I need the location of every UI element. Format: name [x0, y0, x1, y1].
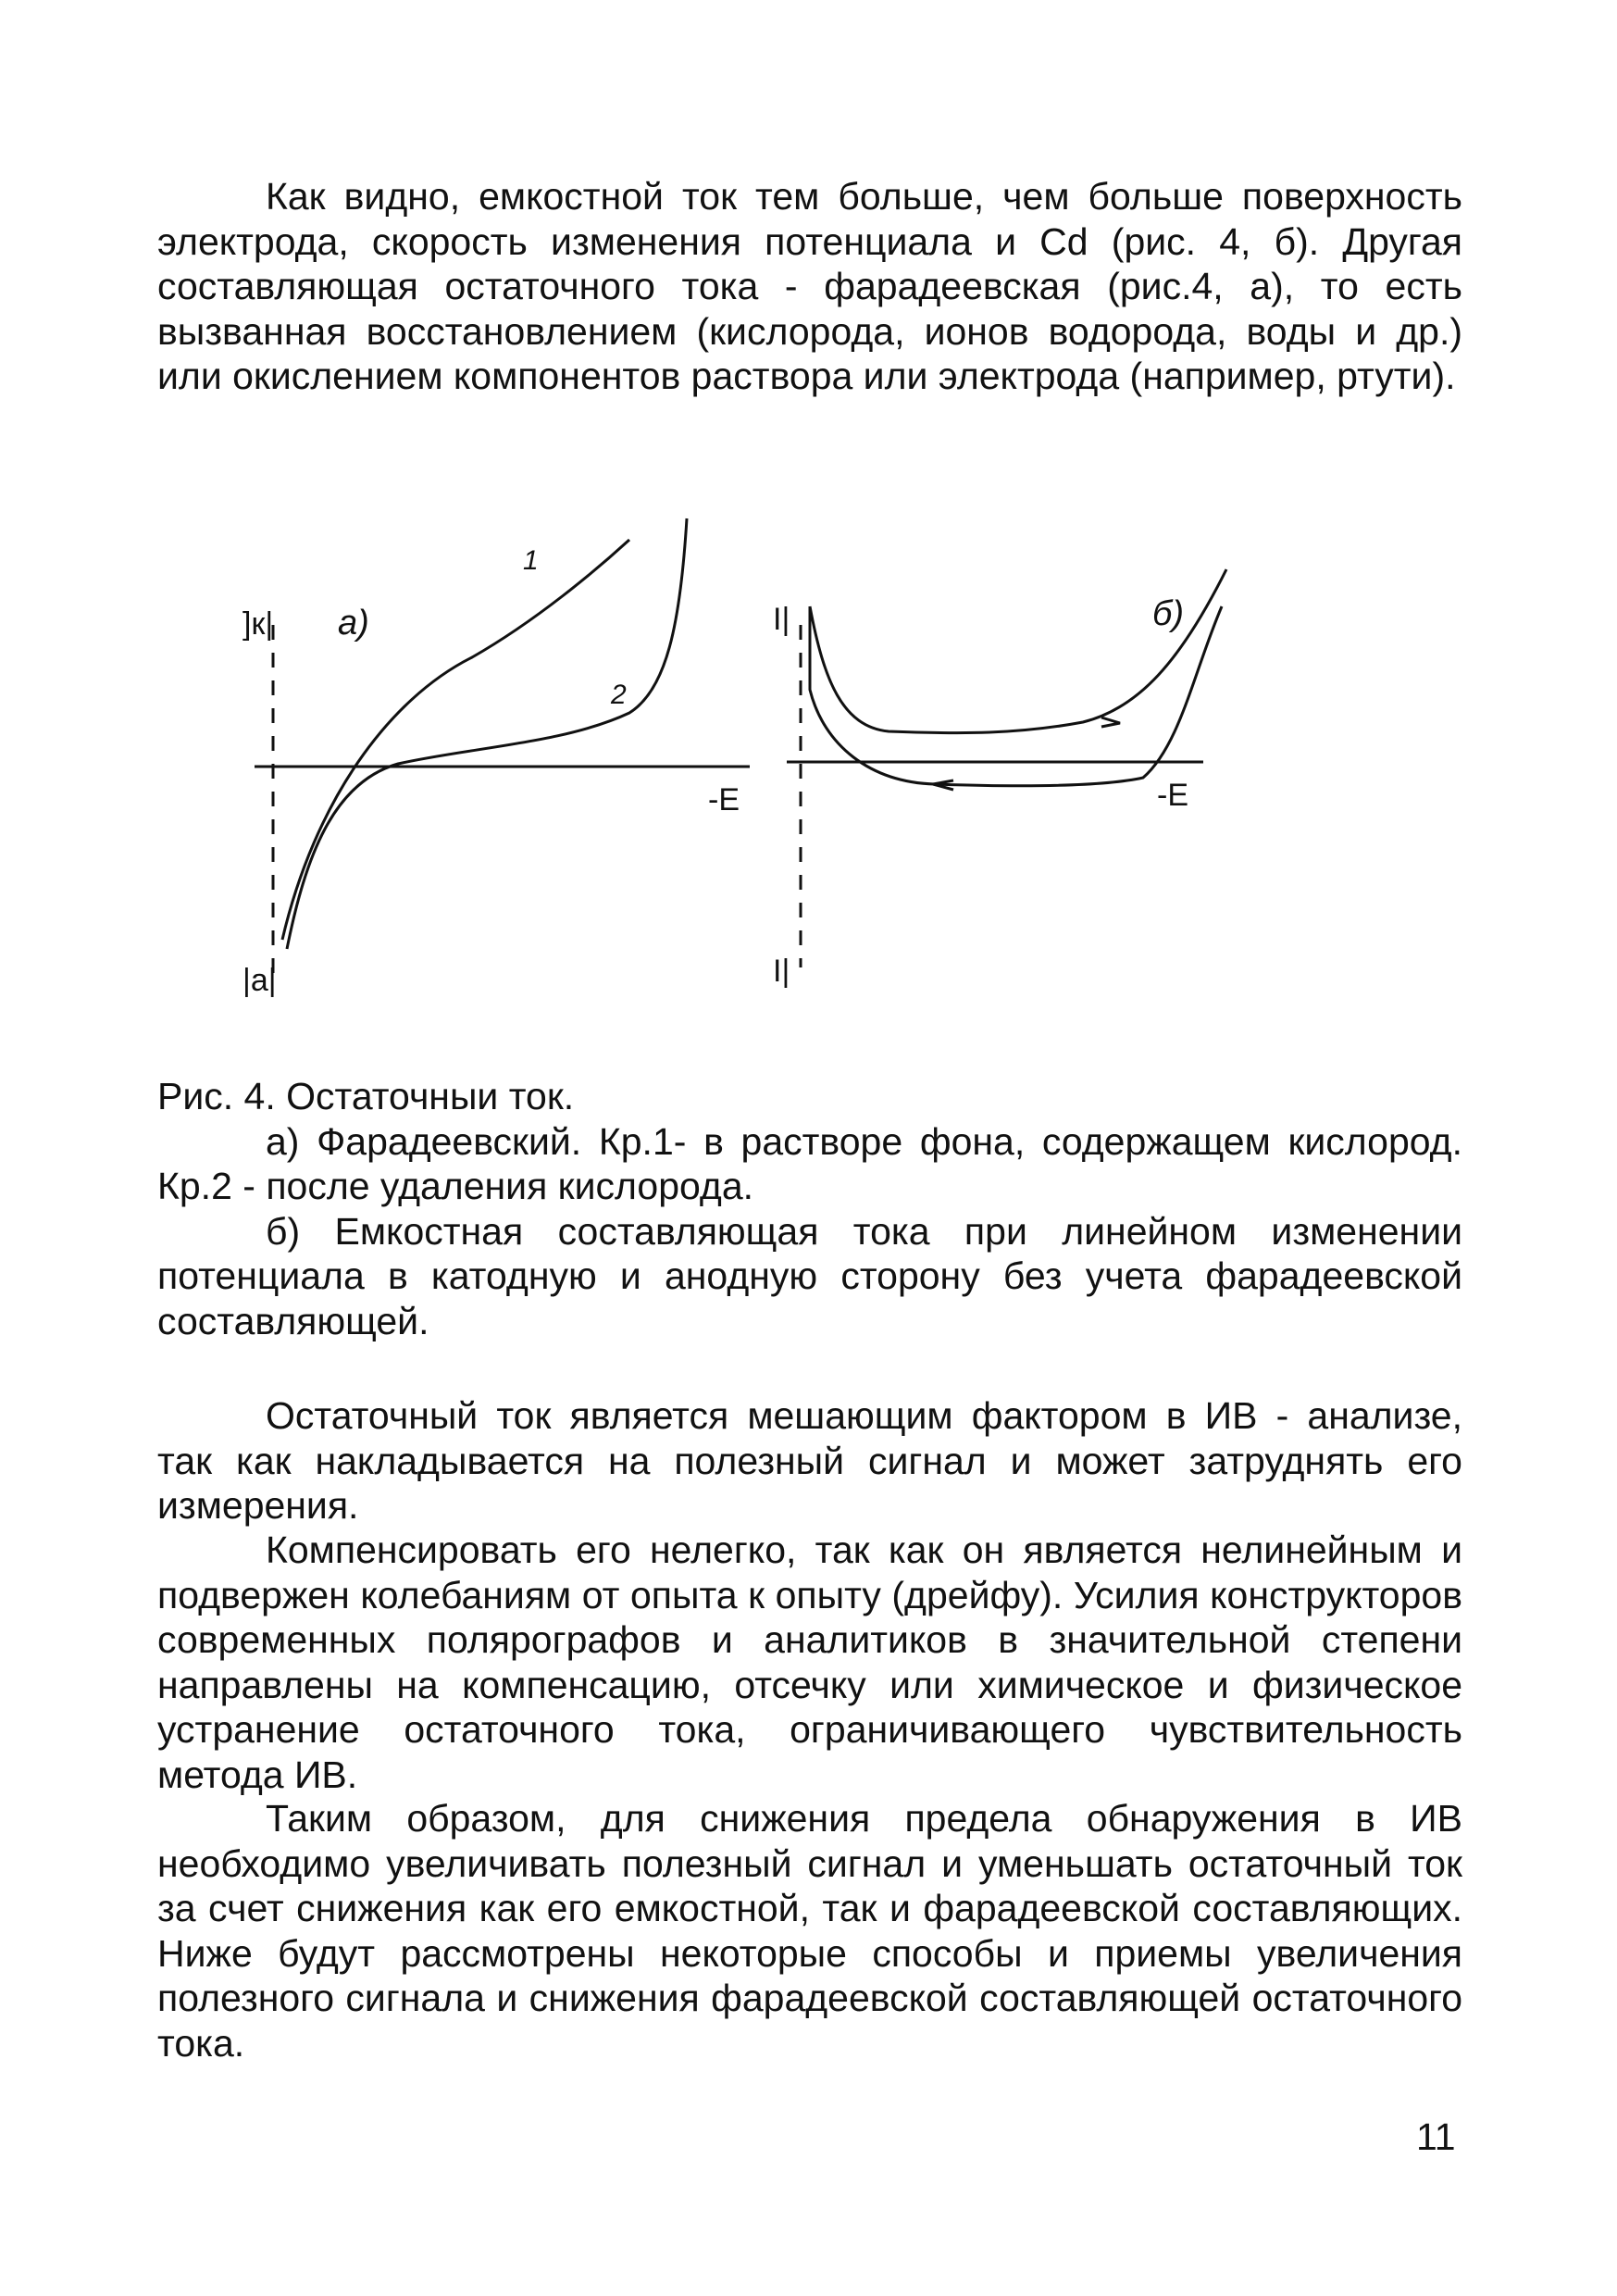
panel-a-x-label: -E: [708, 782, 740, 817]
panel-b-forward-arrow: [1101, 718, 1120, 727]
panel-a-curve-2-label: 2: [611, 680, 627, 710]
caption-line-b: б) Емкостная составляющая тока при линейном изменении потенциала в катодную и анодную сторону без учета фарадеевской составляющей.: [157, 1209, 1462, 1342]
paragraph-compensation: Компенсировать его нелегко, так как он является нелинейным и подвержен колебаниям от опыта к опыту (дрейфу). Усилия конструкторов современных полярографов и аналитиков в значительной степени направлены на компенсацию, отсечку или химическое и физическое устранение остаточного тока, ограничивающего чувствительность метода ИВ.: [157, 1529, 1462, 1796]
panel-a-y-bottom-label: |а|: [243, 963, 277, 998]
panel-a-curve-1-label: 1: [523, 545, 539, 576]
panel-a-y-top-label: ]к|: [243, 606, 274, 642]
panel-b-label: б): [1152, 594, 1185, 633]
panel-a-label: а): [338, 604, 369, 643]
panel-a-curve-2: [287, 518, 687, 949]
panel-a: [243, 518, 750, 998]
figure-residual-current: [231, 505, 1296, 1004]
panel-b-reverse-branch: [810, 606, 1222, 786]
caption-line-a: а) Фарадеевский. Кр.1- в растворе фона, содержащем кислород. Кр.2 - после удаления кислорода.: [157, 1119, 1462, 1207]
paragraph-conclusion: Таким образом, для снижения предела обнаружения в ИВ необходимо увеличивать полезный сигнал и уменьшать остаточный ток за счет снижения как его емкостной, так и фарадеевской составляющих. Ниже будут рассмотрены некоторые способы и приемы увеличения полезного сигнала и снижения фарадеевской составляющей остаточного тока.: [157, 1797, 1462, 2065]
panel-a-curve-1: [282, 540, 629, 940]
panel-b-y-bottom-label: I|: [773, 954, 790, 989]
panel-b: [773, 569, 1226, 989]
page-number: 11: [1416, 2115, 1456, 2158]
figure-caption: [157, 1074, 1462, 1343]
paragraph-intro: Как видно, емкостной ток тем больше, чем больше поверхность электрода, скорость изменения потенциала и Cd (рис. 4, б). Другая составляющая остаточного тока - фарадеевская (рис.4, а), то есть вызванная восстановлением (кислорода, ионов водорода, воды и др.) или окислением компонентов раствора или электрода (например, ртути).: [157, 175, 1462, 397]
paragraph-interference: Остаточный ток является мешающим фактором в ИВ - анализе, так как накладывается на полезный сигнал и может затруднять его измерения.: [157, 1394, 1462, 1527]
panel-b-x-label: -E: [1157, 778, 1188, 813]
panel-b-y-top-label: I|: [773, 602, 790, 637]
caption-title: Рис. 4. Остаточныи ток.: [157, 1075, 575, 1117]
